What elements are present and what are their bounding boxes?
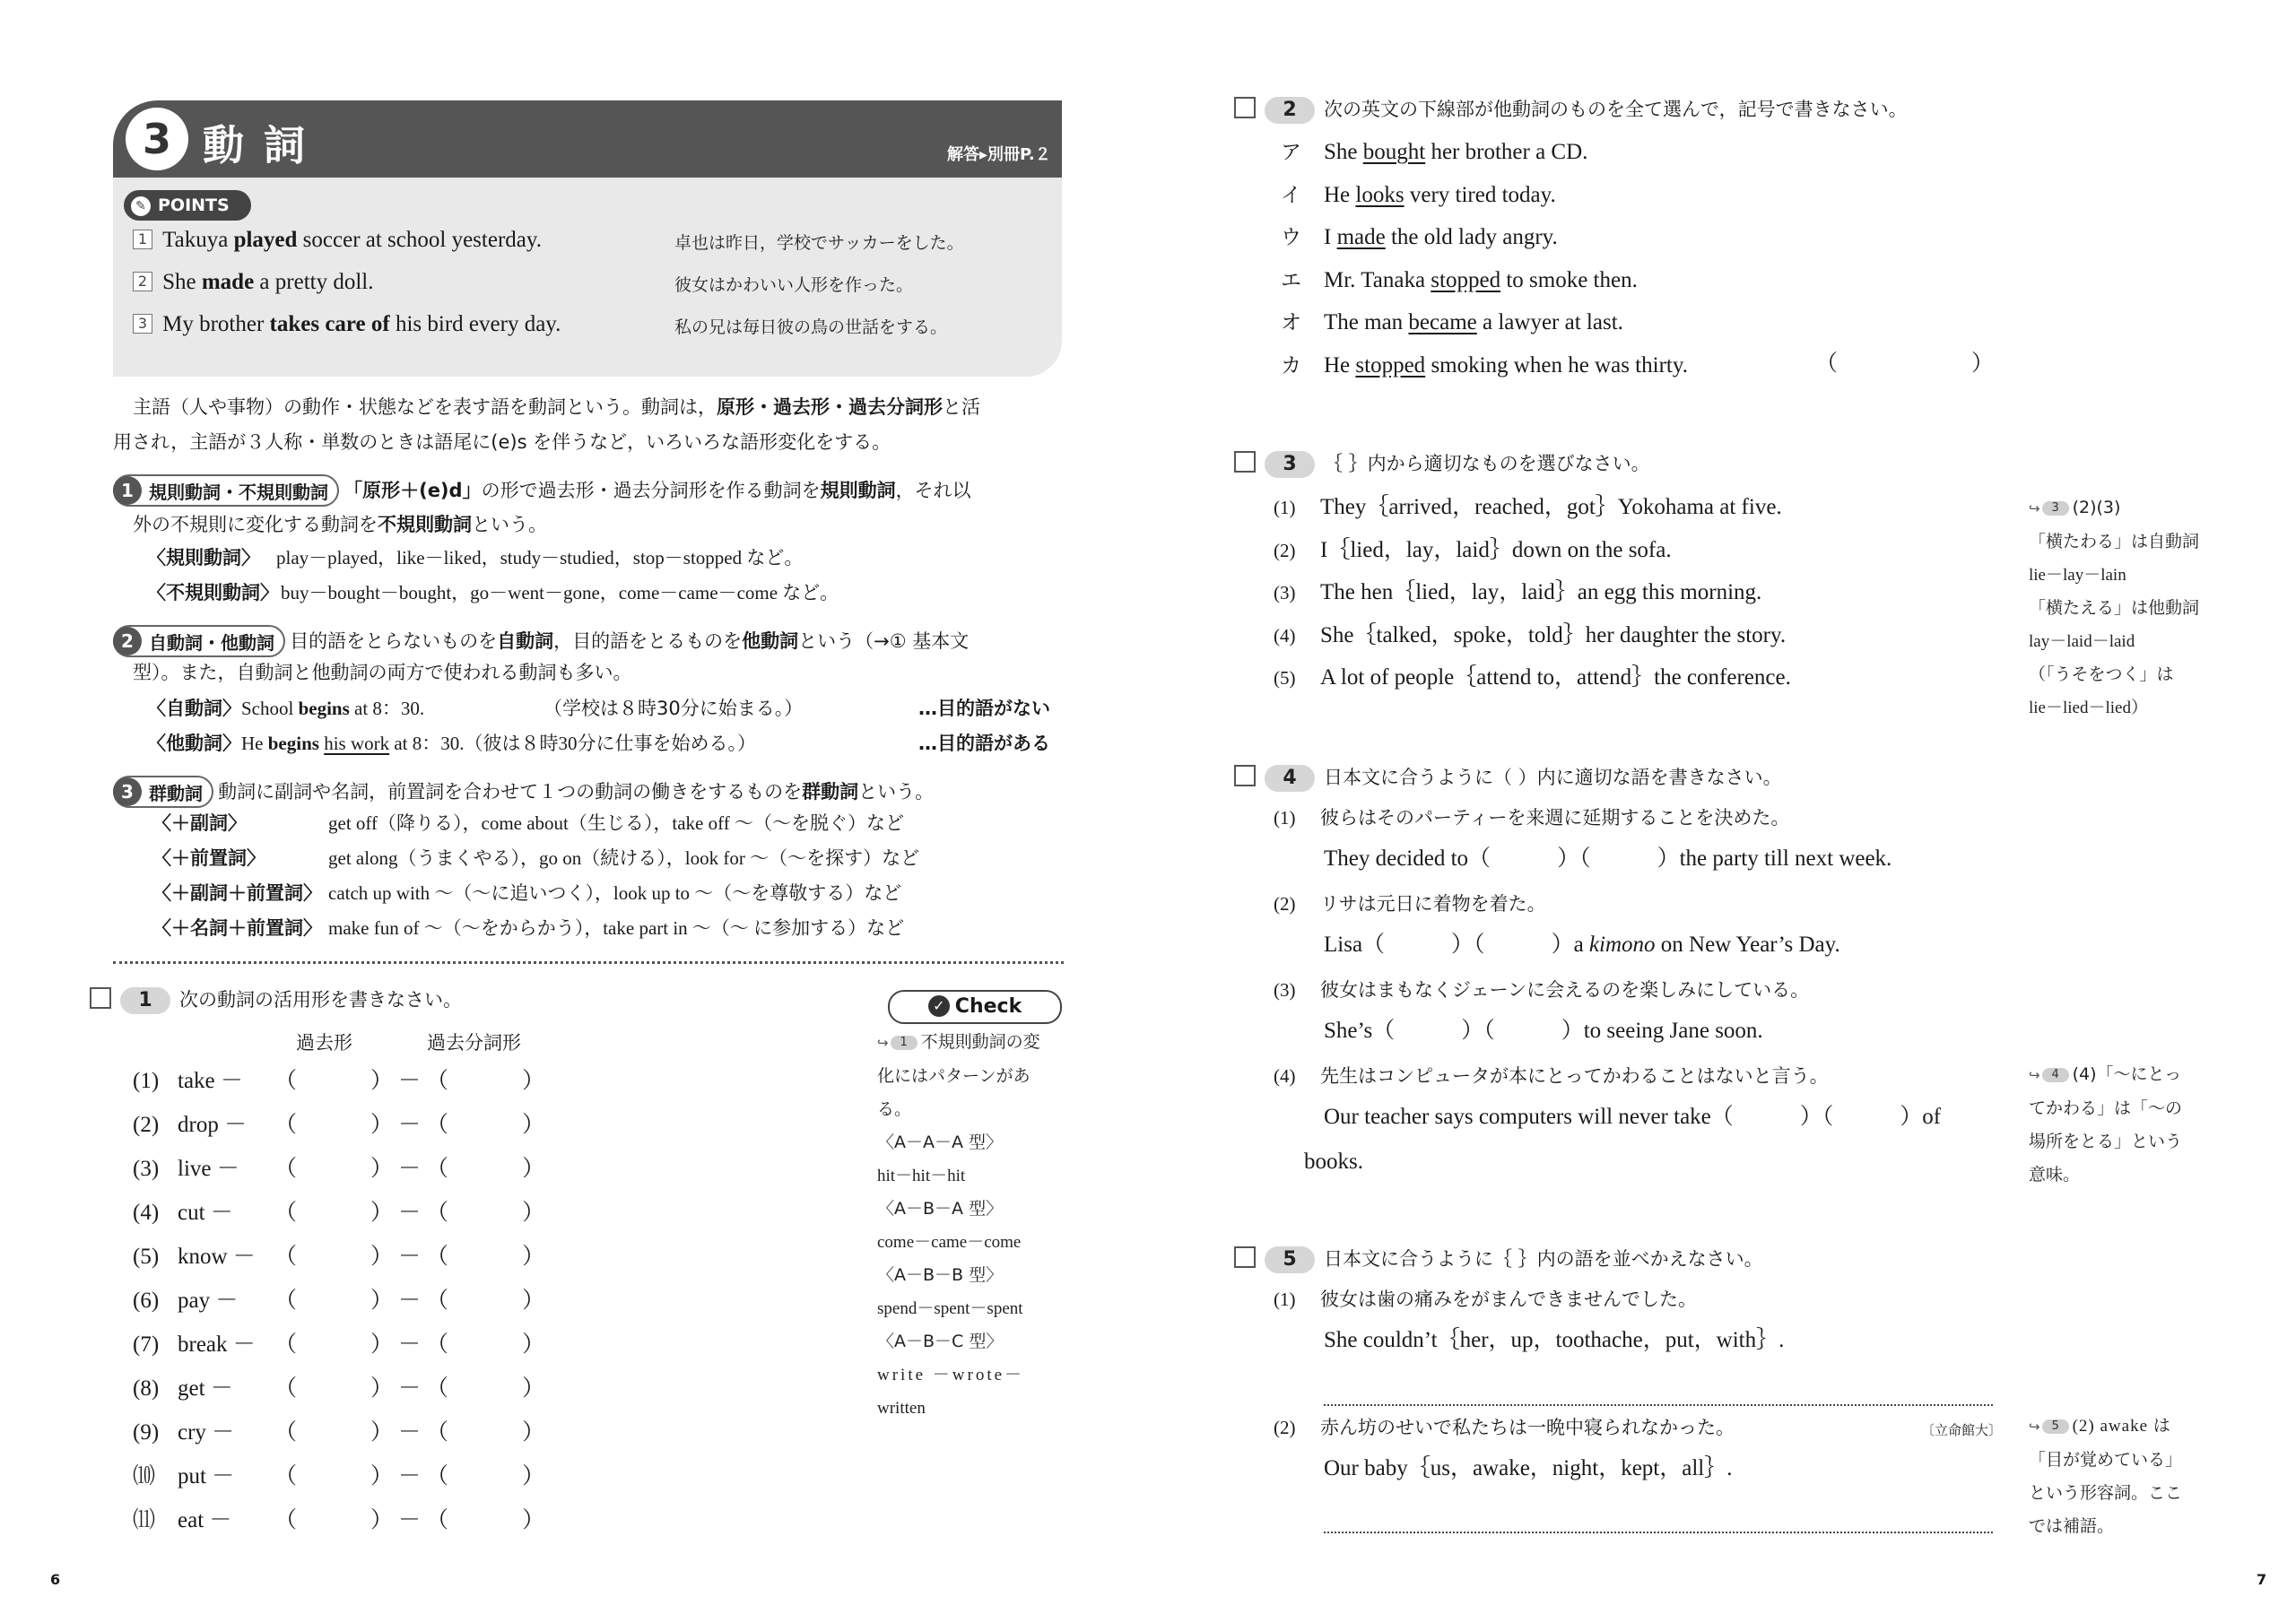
blank-participle[interactable]: （ ） xyxy=(426,1157,545,1181)
page-number-left: 6 xyxy=(50,1571,61,1588)
phrasal-row-4: 〈＋名詞＋前置詞〉 make fun of ～（～をからかう），take part in ～（～ に参加する）など xyxy=(152,917,905,939)
checkbox[interactable] xyxy=(1234,1246,1256,1268)
point-translation-3: 私の兄は毎日彼の鳥の世話をする。 xyxy=(674,317,948,337)
section-1-line-2: 外の不規則に変化する動詞を不規則動詞という。 xyxy=(133,514,547,535)
checkbox[interactable] xyxy=(1234,451,1256,473)
verb-row: (9) cry － （ ） － （ ） xyxy=(133,1420,545,1445)
question-3-header: 3 ｛ ｝内から適切なものを選びなさい。 xyxy=(1234,451,1650,478)
select-row: (1) They｛arrived，reached，got｝Yokohama at five. xyxy=(1274,495,1782,519)
check-note: ↪ 1 不規則動詞の変 化にはパターンがあ る。 〈A－A－A 型〉 hit－hit－hit 〈A－B－A 型〉 come－came－come 〈A－B－B 型〉 spend－spent－spent 〈A－B－C 型〉 write －wrote－ written xyxy=(877,1032,1040,1418)
select-row: (2) I｛lied，lay，laid｝down on the sofa. xyxy=(1274,537,1672,562)
select-row: (5) A lot of people｛attend to，attend｝the conference. xyxy=(1274,665,1791,690)
intro-line-1: 主語（人や事物）の動作・状態などを表す語を動詞という。動詞は，原形・過去形・過去分詞形と活 xyxy=(133,396,980,418)
blank-participle[interactable]: （ ） xyxy=(426,1201,545,1225)
intro-line-2: 用され，主語が３人称・単数のときは語尾に(e)s を伴うなど，いろいろな語形変化をする。 xyxy=(113,431,891,453)
section-divider xyxy=(113,961,1064,964)
points-badge xyxy=(124,190,251,221)
point-item-2: 2 She made a pretty doll. xyxy=(133,268,373,297)
point-translation-1: 卓也は昨日，学校でサッカーをした。 xyxy=(674,233,964,253)
point-item-3: 3 My brother takes care of his bird every day. xyxy=(133,310,561,339)
transitive-note: …目的語がある xyxy=(918,733,1050,754)
select-row: (4) She｛talked，spoke，told｝her daughter the story. xyxy=(1274,622,1787,647)
past-tense-header: 過去形 xyxy=(296,1032,352,1054)
q4-item-4: (4) 先生はコンピュータが本にとってかわることはないと言う。 Our teacher says computers will never take（ ）（ ）of books. xyxy=(1274,1065,1942,1174)
verb-row: ⑽ put － （ ） － （ ） xyxy=(133,1464,545,1488)
choice-row: イ He looks very tired today. xyxy=(1281,182,1556,207)
blank-participle[interactable]: （ ） xyxy=(426,1289,545,1313)
pencil-icon: ✎ xyxy=(131,196,151,216)
blank-past[interactable]: （ ） xyxy=(274,1069,394,1093)
section-3-heading: 3 群動詞 動詞に副詞や名詞，前置詞を合わせて１つの動詞の働きをするものを群動詞という。 xyxy=(113,776,934,808)
blank-past[interactable]: （ ） xyxy=(274,1245,394,1269)
question-instruction: 次の動詞の活用形を書きなさい。 xyxy=(179,989,462,1011)
source-label: 〔立命館大〕 xyxy=(1921,1422,2003,1438)
point-item-1: 1 Takuya played soccer at school yesterday. xyxy=(133,226,542,255)
chapter-title: 動詞 xyxy=(203,121,325,169)
past-participle-header: 過去分詞形 xyxy=(427,1032,521,1054)
blank-participle[interactable]: （ ） xyxy=(426,1508,545,1532)
checkbox[interactable] xyxy=(1234,97,1256,118)
blank-participle[interactable]: （ ） xyxy=(426,1113,545,1137)
verb-row: (4) cut － （ ） － （ ） xyxy=(133,1201,545,1225)
irregular-verb-examples: 〈不規則動詞〉buy－bought－bought，go－went－gone，come－came－come など。 xyxy=(147,582,839,603)
verb-row: (7) break － （ ） － （ ） xyxy=(133,1332,545,1357)
question-number: 1 xyxy=(120,987,170,1014)
checkbox[interactable] xyxy=(1234,765,1256,786)
answer-open: （ xyxy=(1815,352,1839,376)
question-5-note: ↪ 5 (2) awake は 「目が覚めている」 という形容詞。ここ では補語。 xyxy=(2029,1417,2183,1536)
phrasal-row-2: 〈＋前置詞〉 get along（うまくやる），go on（続ける），look for ～（～を探す）など xyxy=(152,847,920,869)
question-1-header xyxy=(90,987,462,1014)
point-number: 1 xyxy=(133,230,152,249)
question-3-note: ↪ 3 (2)(3) 「横たわる」は自動詞 lie－lay－lain 「横たえる」は他動詞 lay－laid－laid （「うそをつく」は lie－lied－lied） xyxy=(2029,498,2200,717)
verb-row: (3) live － （ ） － （ ） xyxy=(133,1157,545,1181)
q4-item-2: (2) リサは元日に着物を着た。 Lisa（ ）（ ）a kimono on New Year’s Day. xyxy=(1274,893,1840,957)
blank-participle[interactable]: （ ） xyxy=(426,1332,545,1357)
select-row: (3) The hen｛lied，lay，laid｝an egg this morning. xyxy=(1274,580,1762,604)
intransitive-example: 〈自動詞〉School begins at 8：30. xyxy=(147,698,425,719)
blank-participle[interactable]: （ ） xyxy=(426,1420,545,1445)
blank-past[interactable]: （ ） xyxy=(274,1113,394,1137)
arrow-icon: ↪ xyxy=(877,1035,889,1051)
blank-participle[interactable]: （ ） xyxy=(426,1464,545,1488)
q4-item-1: (1) 彼らはそのパーティーを来週に延期することを決めた。 They decided to（ ）（ ）the party till next week. xyxy=(1274,807,1892,871)
point-translation-2: 彼女はかわいい人形を作った。 xyxy=(674,275,914,295)
blank-past[interactable]: （ ） xyxy=(274,1201,394,1225)
blank-past[interactable]: （ ） xyxy=(274,1332,394,1357)
page-number-right: 7 xyxy=(2257,1571,2267,1588)
blank-past[interactable]: （ ） xyxy=(274,1464,394,1488)
phrasal-row-3: 〈＋副詞＋前置詞〉 catch up with ～（～に追いつく），look up to ～（～を尊敬する）など xyxy=(152,882,902,904)
intransitive-note: …目的語がない xyxy=(918,698,1050,719)
verb-row: ⑾ eat － （ ） － （ ） xyxy=(133,1508,545,1532)
blank-participle[interactable]: （ ） xyxy=(426,1069,545,1093)
q5-item-1: (1) 彼女は歯の痛みをがまんできませんでした。 She couldn’t｛her，up，toothache，put，with｝. xyxy=(1274,1289,1785,1352)
choice-row: ア She bought her brother a CD. xyxy=(1281,140,1588,164)
checkbox[interactable] xyxy=(90,987,111,1009)
section-1-heading: 1 規則動詞・不規則動詞 「原形＋(e)d」の形で過去形・過去分詞形を作る動詞を規則動詞，それ以 xyxy=(113,474,971,507)
blank-past[interactable]: （ ） xyxy=(274,1508,394,1532)
point-number: 3 xyxy=(133,314,152,334)
choice-row: エ Mr. Tanaka stopped to smoke then. xyxy=(1281,267,1638,292)
chapter-number: 3 xyxy=(126,108,188,170)
checkmark-icon: ✓ xyxy=(928,995,950,1017)
question-2-header: 2 次の英文の下線部が他動詞のものを全て選んで，記号で書きなさい。 xyxy=(1234,97,1908,124)
verb-row: (5) know － （ ） － （ ） xyxy=(133,1245,545,1269)
transitive-example: 〈他動詞〉He begins his work at 8：30.（彼は８時30分に仕事を始める。） xyxy=(147,733,757,754)
q5-item-2: (2) 赤ん坊のせいで私たちは一晩中寝られなかった。 Our baby｛us，awake，night，kept，all｝. xyxy=(1274,1417,1735,1480)
check-badge: ✓ Check xyxy=(888,990,1062,1024)
blank-past[interactable]: （ ） xyxy=(274,1420,394,1445)
blank-past[interactable]: （ ） xyxy=(274,1289,394,1313)
verb-row: (8) get － （ ） － （ ） xyxy=(133,1376,545,1401)
point-number: 2 xyxy=(133,272,152,291)
question-5-header: 5 日本文に合うように｛ ｝内の語を並べかえなさい。 xyxy=(1234,1246,1763,1273)
verb-row: (2) drop － （ ） － （ ） xyxy=(133,1113,545,1137)
blank-participle[interactable]: （ ） xyxy=(426,1376,545,1401)
answer-line-1[interactable] xyxy=(1324,1404,1993,1406)
question-4-note: ↪ 4 (4)「～にとっ てかわる」は「～の 場所をとる」という 意味。 xyxy=(2029,1064,2183,1185)
answer-line-2[interactable] xyxy=(1324,1532,1993,1533)
regular-verb-examples: 〈規則動詞〉 play－played，like－liked，study－studied，stop－stopped など。 xyxy=(147,547,804,568)
choice-row: オ The man became a lawyer at last. xyxy=(1281,310,1623,334)
verb-row: (1) take － （ ） － （ ） xyxy=(133,1069,545,1093)
q4-item-3: (3) 彼女はまもなくジェーンに会えるのを楽しみにしている。 She’s（ ）（ ）to seeing Jane soon. xyxy=(1274,979,1810,1043)
verb-row: (6) pay － （ ） － （ ） xyxy=(133,1289,545,1313)
intransitive-translation: （学校は８時30分に始まる。） xyxy=(544,698,804,719)
section-2-heading: 2 自動詞・他動詞 目的語をとらないものを自動詞，目的語をとるものを他動詞という（→① 基本文 xyxy=(113,625,969,657)
answer-close: ） xyxy=(1971,352,1995,376)
answer-reference: 解答▸別冊P.２ xyxy=(947,145,1051,164)
blank-past[interactable]: （ ） xyxy=(274,1157,394,1181)
choice-row: カ He stopped smoking when he was thirty. xyxy=(1281,352,1688,378)
choice-row: ウ I made the old lady angry. xyxy=(1281,225,1558,249)
points-label: POINTS xyxy=(158,195,230,215)
question-4-header: 4 日本文に合うように（ ）内に適切な語を書きなさい。 xyxy=(1234,765,1782,792)
blank-past[interactable]: （ ） xyxy=(274,1376,394,1401)
section-2-line-2: 型）。また，自動詞と他動詞の両方で使われる動詞も多い。 xyxy=(133,662,632,683)
blank-participle[interactable]: （ ） xyxy=(426,1245,545,1269)
phrasal-row-1: 〈＋副詞〉 get off（降りる），come about（生じる），take off ～（～を脱ぐ）など xyxy=(152,812,904,834)
